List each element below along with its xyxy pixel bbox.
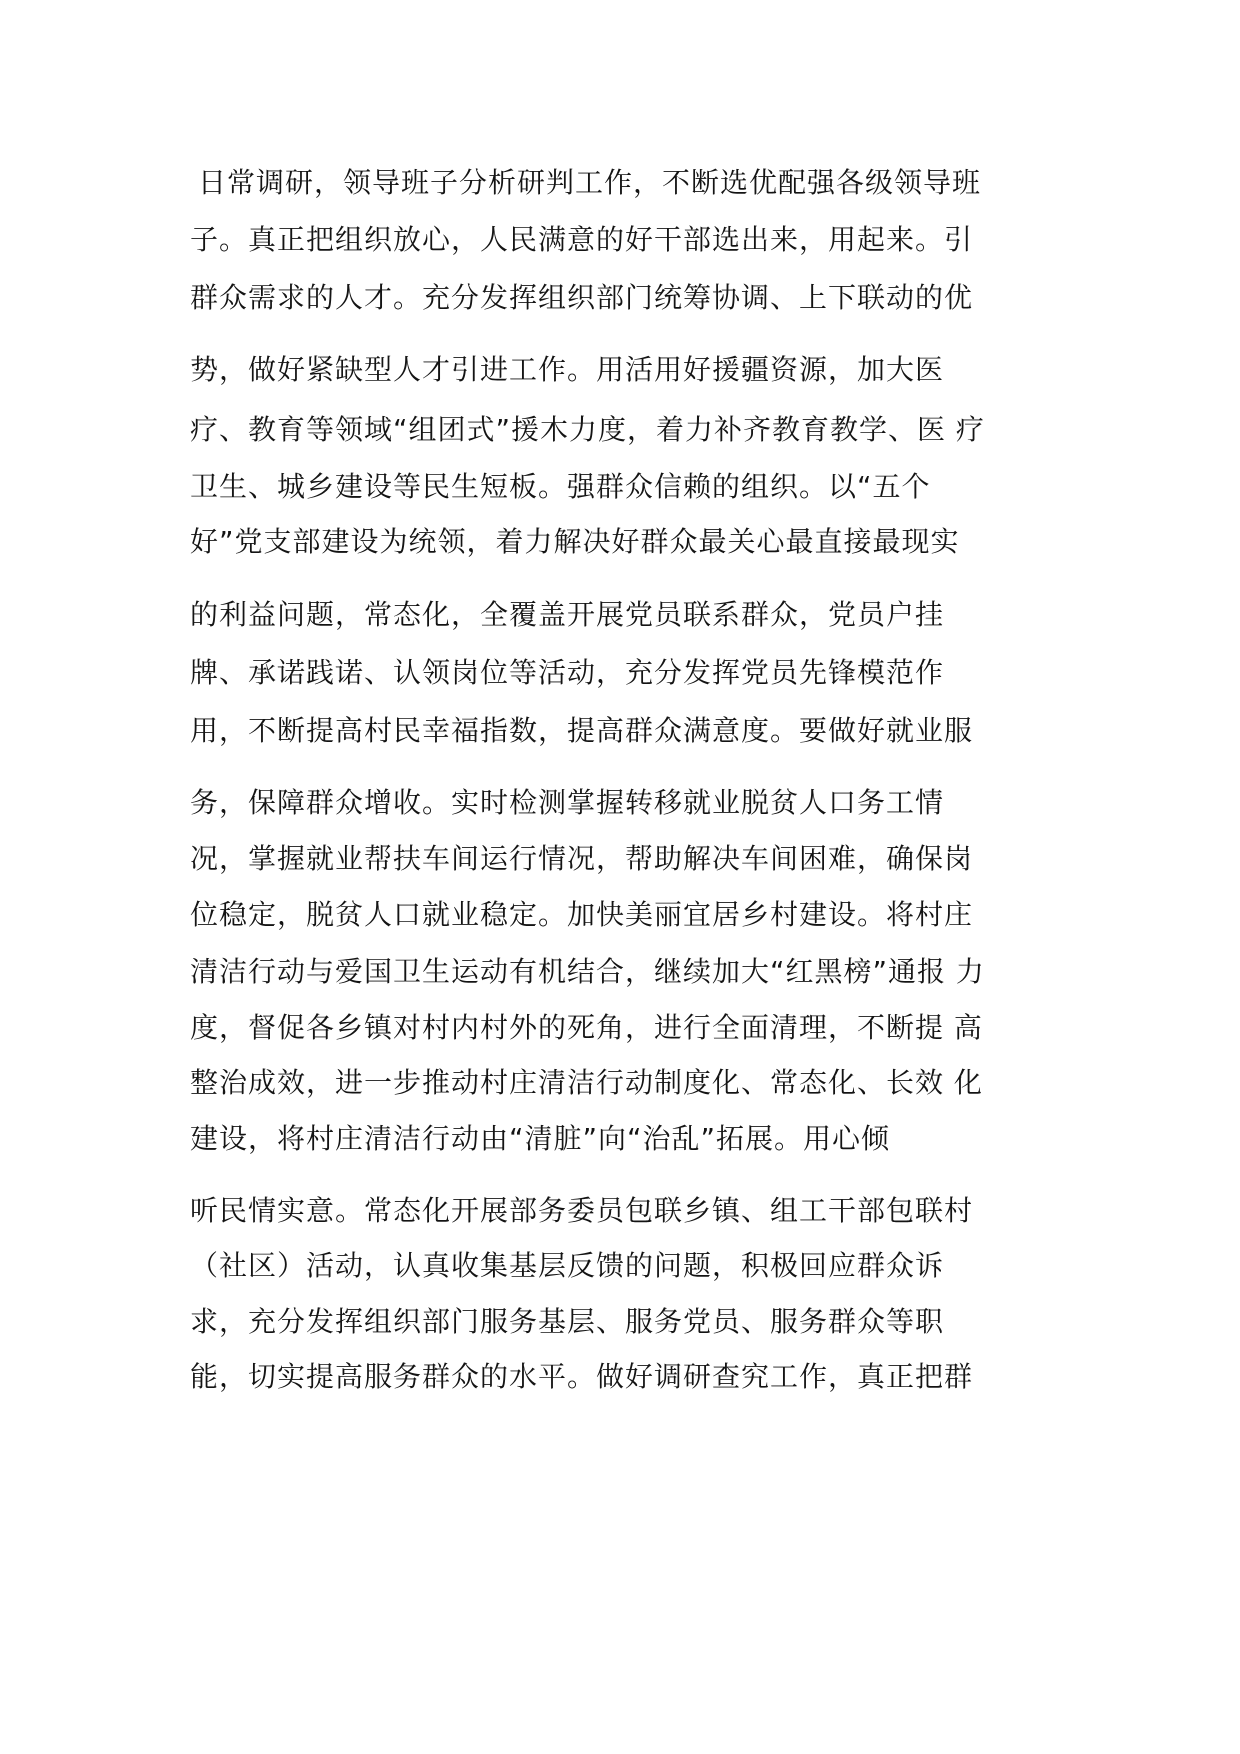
text-line: 群众需求的人才。充分发挥组织部门统筹协调、上下联动的优 [190, 281, 974, 314]
text-line: 度，督促各乡镇对村内村外的死角，进行全面清理，不断提 高 [190, 1011, 983, 1044]
text-line: 疗、教育等领域“组团式”援木力度，着力补齐教育教学、医 疗 [190, 413, 985, 446]
text-line: 听民情实意。常态化开展部务委员包联乡镇、组工干部包联村 [190, 1194, 974, 1227]
text-line: 整治成效，进一步推动村庄清洁行动制度化、常态化、长效 化 [190, 1066, 983, 1099]
text-line: 用，不断提高村民幸福指数，提高群众满意度。要做好就业服 [190, 714, 974, 747]
text-line: 建设，将村庄清洁行动由“清脏”向“治乱”拓展。用心倾 [190, 1122, 891, 1155]
text-line: 日常调研，领导班子分析研判工作，不断选优配强各级领导班 [198, 166, 982, 199]
text-line: 位稳定，脱贫人口就业稳定。加快美丽宜居乡村建设。将村庄 [190, 898, 974, 931]
text-line: 求，充分发挥组织部门服务基层、服务党员、服务群众等职 [190, 1305, 945, 1338]
text-line: 好”党支部建设为统领，着力解决好群众最关心最直接最现实 [190, 525, 960, 558]
text-line: （社区）活动，认真收集基层反馈的问题，积极回应群众诉 [190, 1249, 945, 1282]
text-line: 卫生、城乡建设等民生短板。强群众信赖的组织。以“五个 [190, 470, 931, 503]
text-line: 的利益问题，常态化，全覆盖开展党员联系群众，党员户挂 [190, 598, 945, 631]
text-line: 清洁行动与爱国卫生运动有机结合，继续加大“红黑榜”通报 力 [190, 955, 985, 988]
text-line: 子。真正把组织放心，人民满意的好干部选出来，用起来。引 [190, 223, 974, 256]
text-line: 况，掌握就业帮扶车间运行情况，帮助解决车间困难，确保岗 [190, 842, 974, 875]
text-line: 能，切实提高服务群众的水平。做好调研查究工作，真正把群 [190, 1360, 974, 1393]
text-line: 牌、承诺践诺、认领岗位等活动，充分发挥党员先锋模范作 [190, 656, 945, 689]
text-line: 务，保障群众增收。实时检测掌握转移就业脱贫人口务工情 [190, 786, 945, 819]
text-line: 势，做好紧缺型人才引进工作。用活用好援疆资源，加大医 [190, 353, 945, 386]
